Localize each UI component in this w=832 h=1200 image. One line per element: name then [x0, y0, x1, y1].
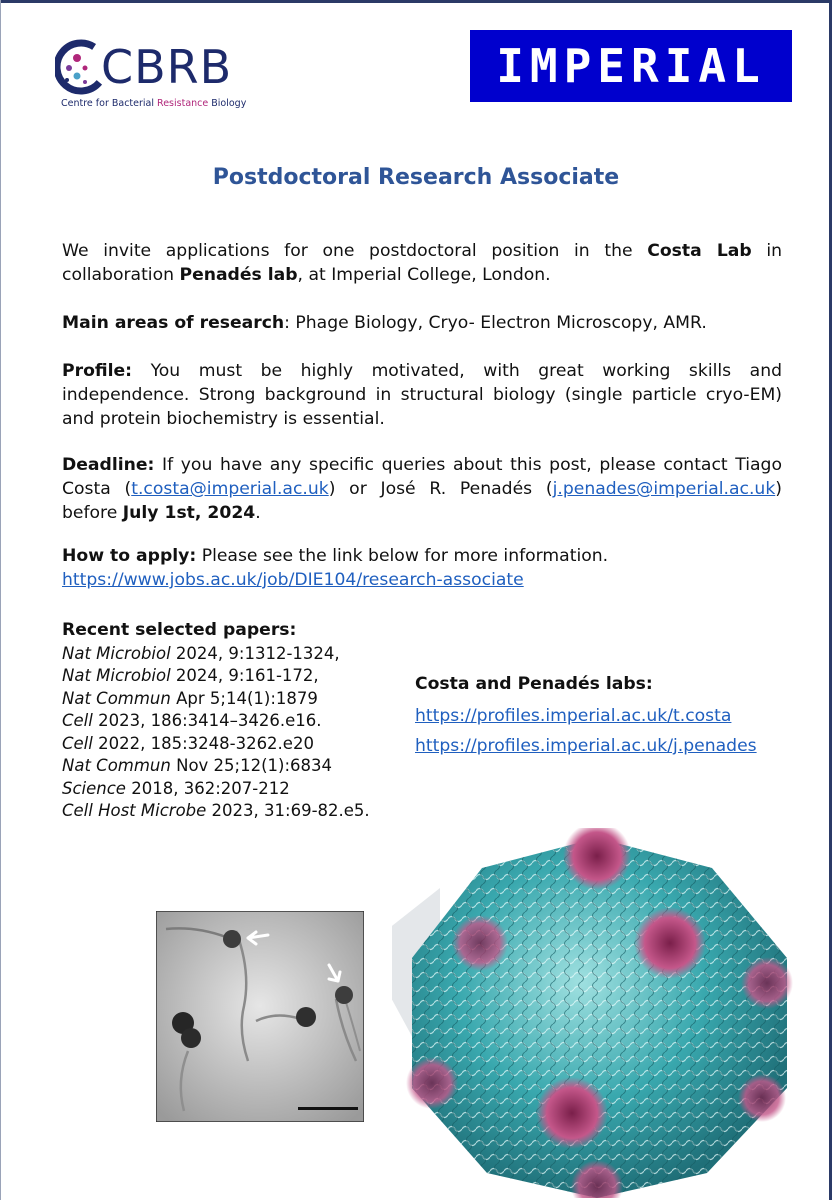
list-item: Cell 2023, 186:3414–3426.e16. — [62, 711, 322, 730]
papers-heading: Recent selected papers: — [62, 620, 297, 640]
list-item: Cell 2022, 185:3248-3262.e20 — [62, 733, 314, 753]
lab-link-penades[interactable]: https://profiles.imperial.ac.uk/j.penades — [415, 736, 757, 756]
cbrb-logo — [55, 38, 255, 118]
page-title: Postdoctoral Research Associate — [212, 165, 620, 190]
list-item: Nat Commun Apr 5;14(1):1879 — [62, 688, 318, 708]
list-item: Nat Commun Nov 25;12(1):6834 — [62, 756, 333, 775]
labs-section — [415, 672, 757, 764]
phage-capsid-image — [392, 828, 812, 1198]
papers-list — [62, 619, 370, 823]
labs-heading: Costa and Penadés labs: — [415, 674, 653, 694]
cbrb-wordmark: CBRB — [101, 40, 233, 94]
list-item: Nat Microbiol 2024, 9:161-172, — [62, 666, 319, 685]
imperial-logo: IMPERIAL — [470, 30, 792, 102]
apply-paragraph: How to apply: Please see the link below for more information. https://www.jobs.ac.uk/job/DIE104/research-associate — [62, 546, 609, 590]
apply-link[interactable]: https://www.jobs.ac.uk/job/DIE104/research-associate — [62, 570, 524, 590]
cbrb-emblem-icon — [55, 38, 105, 96]
electron-micrograph-image — [156, 911, 364, 1122]
list-item: Science 2018, 362:207-212 — [62, 778, 290, 798]
profile-paragraph: Profile: You must be highly motivated, with great working skills and independence. Strong background in structural biology (single particle cryo-EM) and protein biochemistry is essential. — [62, 361, 782, 429]
lab-link-costa[interactable]: https://profiles.imperial.ac.uk/t.costa — [415, 706, 732, 726]
cbrb-subtitle: Centre for Bacterial Resistance Biology — [61, 98, 247, 109]
research-areas-paragraph: Main areas of research: Phage Biology, Cryo- Electron Microscopy, AMR. — [62, 313, 707, 333]
list-item: Cell Host Microbe 2023, 31:69-82.e5. — [62, 801, 370, 820]
page-border-top — [0, 0, 832, 3]
email-link-penades[interactable]: j.penades@imperial.ac.uk — [552, 479, 776, 499]
list-item: Nat Microbiol 2024, 9:1312-1324, — [62, 643, 340, 663]
intro-paragraph: We invite applications for one postdoctoral position in the Costa Lab in collaboration Penadés lab, at Imperial College, London. — [62, 241, 782, 285]
deadline-paragraph: Deadline: If you have any specific queries about this post, please contact Tiago Costa (t.costa@imperial.ac.uk) or José R. Penadés (j.penades@imperial.ac.uk) before July 1st, 2024. — [62, 455, 782, 523]
email-link-costa[interactable]: t.costa@imperial.ac.uk — [131, 479, 329, 499]
